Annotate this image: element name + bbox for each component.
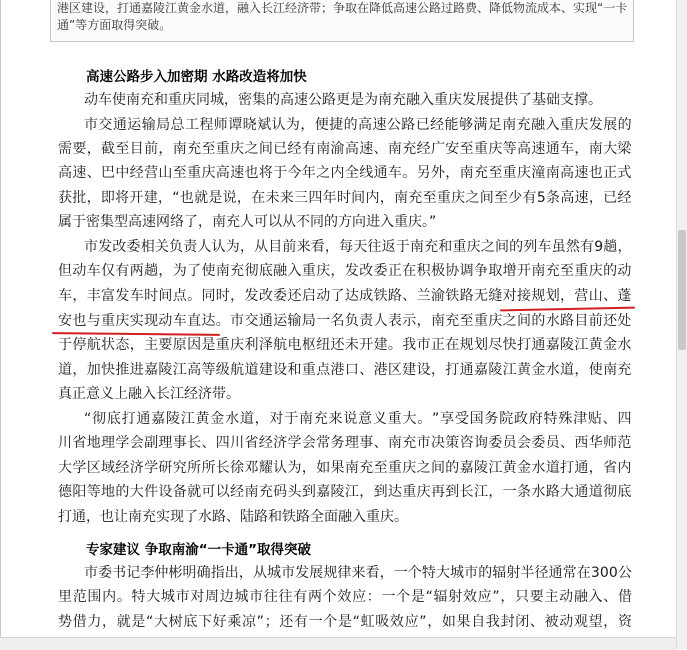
summary-box <box>50 0 634 42</box>
paragraph-line: 势 借 力 ， 就 是 “ 大 树 底 下 好 乘 凉 ” ； 还 有 一 个 是 “ 虹 吸 效 应 ” ， 如 果 自 我 封 闭 、 被 动 观 望 ， 资 <box>58 614 632 630</box>
paragraph-line: 真正意义上融入长江经济带。 <box>58 386 240 402</box>
paragraph-line: 川 省 地 理 学 会 副 理 事 长 、 四 川 省 经 济 学 会 常 务 理 事 、 南 充 市 决 策 咨 询 委 员 会 委 员 、 西 华 师 范 <box>58 435 632 451</box>
paragraph-line: 车 ， 丰 富 发 车 时 间 点 。 同 时 ， 发 改 委 还 启 动 了 达 成 铁 路 、 兰 渝 铁 路 无 缝 对 接 规 划 ， 营 山 、 蓬 <box>58 288 632 304</box>
page-left-border <box>0 0 1 649</box>
vertical-scrollbar[interactable] <box>676 0 687 649</box>
paragraph-line: 高 速 、 巴 中 经 营 山 至 重 庆 高 速 也 将 于 今 年 之 内 全 线 通 车 。 另 外 ， 南 充 至 重 庆 潼 南 高 速 也 正 式 <box>58 165 632 181</box>
summary-line: 通”等方面取得突破。 <box>57 18 172 32</box>
paragraph-line: 市 委 书 记 李 仲 彬 明 确 指 出 ， 从 城 市 发 展 规 律 来 看 ， 一 个 特 大 城 市 的 辐 射 半 径 通 常 在 3 0 0 公 <box>84 565 632 581</box>
scrollbar-thumb[interactable] <box>678 230 686 350</box>
paragraph-line: 大 学 区 域 经 济 学 研 究 所 所 长 徐 邓 耀 认 为 ， 如 果 南 充 至 重 庆 之 间 的 嘉 陵 江 黄 金 水 道 打 通 ， 省 内 <box>58 460 632 476</box>
horizontal-scrollbar[interactable] <box>0 637 676 650</box>
paragraph-line: 属于密集型高速网络了，南充人可以从不同的方向进入重庆。” <box>58 214 437 230</box>
paragraph-line: 获 批 ， 即 将 开 建 ， “ 也 就 是 说 ， 在 未 来 三 四 年 时 间 内 ， 南 充 至 重 庆 之 间 至 少 有 5 条 高 速 ， 已 经 <box>58 190 632 206</box>
paragraph-line: 里 范 围 内 。 特 大 城 市 对 周 边 城 市 往 往 有 两 个 效 应 ： 一 个 是 “ 辐 射 效 应 ” ， 只 要 主 动 融 入 、 借 <box>58 589 632 605</box>
paragraph-line: 动车使南充和重庆同城，密集的高速公路更是为南充融入重庆发展提供了基础支撑。 <box>84 92 602 108</box>
paragraph-line: 市 发 改 委 相 关 负 责 人 认 为 ， 从 目 前 来 看 ， 每 天 往 返 于 南 充 和 重 庆 之 间 的 列 车 虽 然 有 9 趟 ， <box>84 239 632 255</box>
summary-line: 港区建设，打通嘉陵江黄金水道，融入长江经济带；争取在降低高速公路过路费、降低物流成本、实现“一卡 <box>57 1 628 15</box>
section-heading-expert: 专家建议 争取南渝“一卡通”取得突破 <box>86 542 311 558</box>
paragraph-line: 德 阳 等 地 的 大 件 设 备 就 可 以 经 南 充 码 头 到 嘉 陵 江 ， 到 达 重 庆 再 到 长 江 ， 一 条 水 路 大 通 道 彻 底 <box>58 484 632 500</box>
paragraph-line: 安 也 与 重 庆 实 现 动 车 直 达 。 市 交 通 运 输 局 一 名 负 责 人 表 示 ， 南 充 至 重 庆 之 间 的 水 路 目 前 还 处 <box>58 313 632 329</box>
paragraph-line: 需 要 ， 截 至 目 前 ， 南 充 至 重 庆 之 间 已 经 有 南 渝 高 速 、 南 充 经 广 安 至 重 庆 等 高 速 通 车 ， 南 大 梁 <box>58 141 632 157</box>
paragraph-line: 于 停 航 状 态 ， 主 要 原 因 是 重 庆 利 泽 航 电 枢 纽 还 未 开 建 。 我 市 正 在 规 划 尽 快 打 通 嘉 陵 江 黄 金 水 <box>58 337 632 353</box>
paragraph-line: 道 ， 加 快 推 进 嘉 陵 江 高 等 级 航 道 建 设 和 重 点 港 口 、 港 区 建 设 ， 打 通 嘉 陵 江 黄 金 水 道 ， 使 南 充 <box>58 362 632 378</box>
paragraph-line: 但 动 车 仅 有 两 趟 ， 为 了 使 南 充 彻 底 融 入 重 庆 ， 发 改 委 正 在 积 极 协 调 争 取 增 开 南 充 至 重 庆 的 动 <box>58 263 632 279</box>
paragraph-line: 打通，也让南充实现了水路、陆路和铁路全面融入重庆。 <box>58 509 408 525</box>
section-heading-highways: 高速公路步入加密期 水路改造将加快 <box>86 69 307 85</box>
paragraph-line: “ 彻 底 打 通 嘉 陵 江 黄 金 水 道 ， 对 于 南 充 来 说 意 义 重 大 。 ” 享 受 国 务 院 政 府 特 殊 津 贴 、 四 <box>84 411 632 427</box>
paragraph-line: 市 交 通 运 输 局 总 工 程 师 谭 晓 斌 认 为 ， 便 捷 的 高 速 公 路 已 经 能 够 满 足 南 充 融 入 重 庆 发 展 的 <box>84 117 632 133</box>
